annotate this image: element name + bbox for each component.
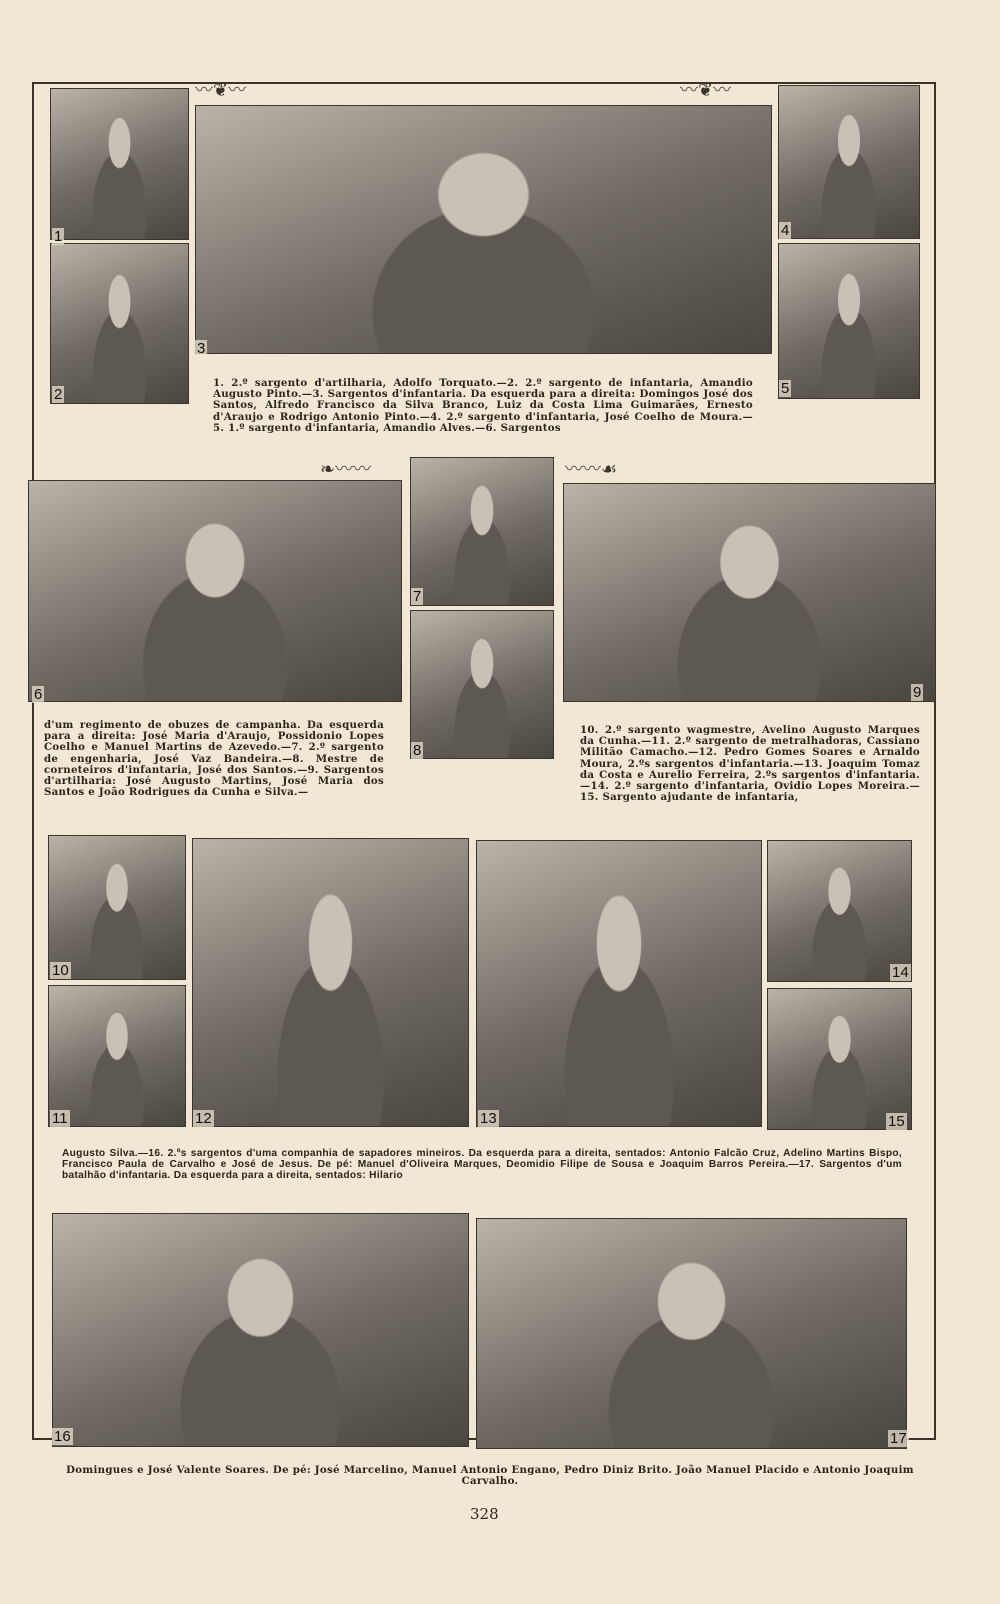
photo-8 — [410, 610, 554, 759]
figure-number: 17 — [890, 1430, 907, 1447]
photo-1 — [50, 88, 189, 240]
photo-15 — [767, 988, 912, 1130]
figure-number: 13 — [480, 1110, 497, 1127]
figure-number: 1 — [54, 228, 63, 245]
photo-16 — [52, 1213, 469, 1447]
figure-number: 16 — [54, 1428, 71, 1445]
photo-14 — [767, 840, 912, 982]
photo-13 — [476, 840, 762, 1127]
ornament-flourish: 〰〰☙ — [565, 459, 618, 480]
ornament-flourish: ❧〰〰 — [320, 459, 372, 480]
photo-10 — [48, 835, 186, 980]
caption-5: Domingues e José Valente Soares. De pé: José Marcelino, Manuel Antonio Engano, Pedro Diniz Brito. João Manuel Placido e Antonio Joaquim Carvalho. — [66, 1464, 914, 1488]
figure-number: 14 — [892, 964, 909, 981]
photo-6 — [28, 480, 402, 702]
ornament-flourish: 〰❦〰 — [195, 80, 247, 101]
figure-number: 5 — [781, 380, 790, 397]
figure-number: 11 — [52, 1110, 68, 1127]
figure-number: 8 — [413, 742, 422, 759]
photo-12 — [192, 838, 469, 1127]
photo-9 — [563, 483, 936, 702]
figure-number: 6 — [34, 686, 43, 703]
caption-2: d'um regimento de obuzes de campanha. Da esquerda para a direita: José Maria d'Araujo, Possidonio Lopes Coelho e Manuel Martins de Azevedo.—7. 2.º sargento de engenharia, José Vaz Bandeira.—8. Mestre de corneteiros d'infantaria, José dos Santos.—9. Sargentos d'artilharia: José Augusto Martins, José Maria dos Santos e João Rodrigues da Cunha e Silva.— — [44, 719, 384, 799]
photo-11 — [48, 985, 186, 1127]
photo-2 — [50, 243, 189, 404]
figure-number: 3 — [197, 340, 206, 357]
caption-3: 10. 2.º sargento wagmestre, Avelino Augusto Marques da Cunha.—11. 2.º sargento de metralhadoras, Cassiano Militão Camacho.—12. Pedro Gomes Soares e Arnaldo Moura, 2.ºs sargentos d'infantaria.—13. Joaquim Tomaz da Costa e Aurelio Ferreira, 2.ºs sargentos d'infantaria.—14. 2.º sargento d'infantaria, Ovidio Lopes Moreira.—15. Sargento ajudante de infantaria, — [580, 724, 920, 804]
photo-3 — [195, 105, 772, 354]
photo-17 — [476, 1218, 907, 1449]
caption-1: 1. 2.º sargento d'artilharia, Adolfo Torquato.—2. 2.º sargento de infantaria, Amandio Augusto Pinto.—3. Sargentos d'infantaria. Da esquerda para a direita: Domingos José dos Santos, Alfredo Francisco da Silva Branco, Luiz da Costa Lima Guimarães, Ernesto d'Araujo e Rodrigo Antonio Pinto.—4. 2.º sargento d'infantaria, José Coelho de Moura.—5. 1.º sargento d'infantaria, Amandio Alves.—6. Sargentos — [213, 377, 753, 434]
photo-7 — [410, 457, 554, 606]
figure-number: 4 — [781, 222, 790, 239]
figure-number: 10 — [52, 962, 69, 979]
page-number: 328 — [470, 1505, 499, 1523]
ornament-flourish: 〰❦〰 — [680, 80, 732, 101]
figure-number: 7 — [413, 588, 422, 605]
figure-number: 2 — [54, 386, 63, 403]
figure-number: 15 — [888, 1113, 905, 1130]
caption-4: Augusto Silva.—16. 2.ºs sargentos d'uma companhia de sapadores mineiros. Da esquerda para a direita, sentados: Antonio Falcão Cruz, Adelino Martins Bispo, Francisco Paula de Carvalho e José de Jesus. De pé: Manuel d'Oliveira Marques, Deomidio Filipe de Sousa e Joaquim Barros Pereira.—17. Sargentos d'um batalhão d'infantaria. Da esquerda para a direita, sentados: Hilario — [62, 1148, 902, 1182]
photo-4 — [778, 85, 920, 239]
figure-number: 12 — [195, 1110, 212, 1127]
photo-5 — [778, 243, 920, 399]
figure-number: 9 — [913, 684, 922, 701]
